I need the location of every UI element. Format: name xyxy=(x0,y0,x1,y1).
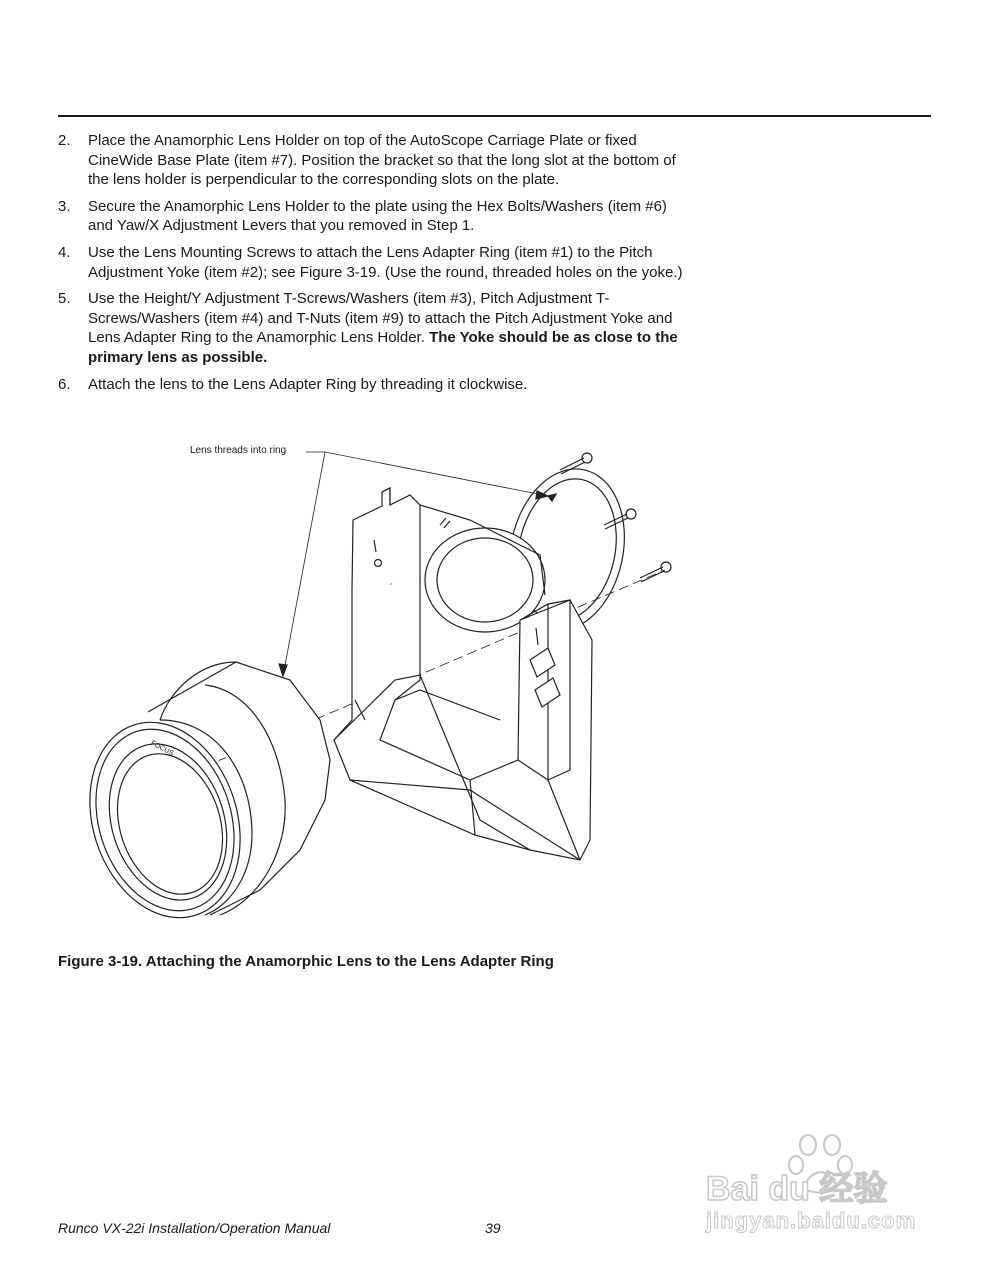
screw-icon xyxy=(640,562,671,582)
step-number: 3. xyxy=(58,197,71,215)
watermark-logo: Bai du 经验 xyxy=(706,1170,888,1208)
lens-barrel xyxy=(80,662,330,926)
step-item xyxy=(58,243,688,282)
screw-icon xyxy=(604,509,636,529)
step-number: 4. xyxy=(58,243,71,261)
instruction-steps xyxy=(58,131,688,401)
step-number: 2. xyxy=(58,132,71,149)
step-item xyxy=(58,375,688,395)
figure-callout: Lens threads into ring xyxy=(190,445,287,456)
step-text: Use the Lens Mounting Screws to attach the Lens Adapter Ring (item #1) to the Pitch Adjustment Yoke (item #2); see Figure 3-19. (Use the round, threaded holes on the yoke.) xyxy=(88,243,683,281)
step-text: Place the Anamorphic Lens Holder on top of the AutoScope Carriage Plate or fixed CineWide Base Plate (item #7). Position the bracket so that the long slot at the bottom of the lens holder is perpendicular to the corresponding slots on the plate. xyxy=(88,132,676,189)
footer-page-number: 39 xyxy=(485,1220,501,1236)
step-number: 6. xyxy=(58,375,71,393)
figure-caption: Figure 3-19. Attaching the Anamorphic Lens to the Lens Adapter Ring xyxy=(58,953,554,970)
arrowhead-icon xyxy=(279,664,287,676)
step-item xyxy=(58,289,688,367)
step-text: Use the Height/Y Adjustment T-Screws/Washers (item #3), Pitch Adjustment T-Screws/Washers (item #4) and T-Nuts (item #9) to attach the Pitch Adjustment Yoke and Lens Adapter Ring to the Anamorphic Lens Holder. xyxy=(88,290,673,347)
step-emphasis: The Yoke should be as close to the primary lens as possible. xyxy=(88,329,678,366)
watermark-url: jingyan.baidu.com xyxy=(706,1208,917,1233)
step-text: Attach the lens to the Lens Adapter Ring by threading it clockwise. xyxy=(88,375,528,393)
step-number: 5. xyxy=(58,290,71,308)
footer-manual-title: Runco VX-22i Installation/Operation Manual xyxy=(58,1220,331,1236)
lens-assembly-illustration xyxy=(80,436,700,926)
header-rule xyxy=(58,115,931,117)
lens-focus-label: FOCUS xyxy=(149,739,175,758)
step-item xyxy=(58,197,688,236)
step-text: Secure the Anamorphic Lens Holder to the plate using the Hex Bolts/Washers (item #6) and Yaw/X Adjustment Levers that you removed in Step 1. xyxy=(88,197,667,235)
step-item xyxy=(58,131,688,190)
